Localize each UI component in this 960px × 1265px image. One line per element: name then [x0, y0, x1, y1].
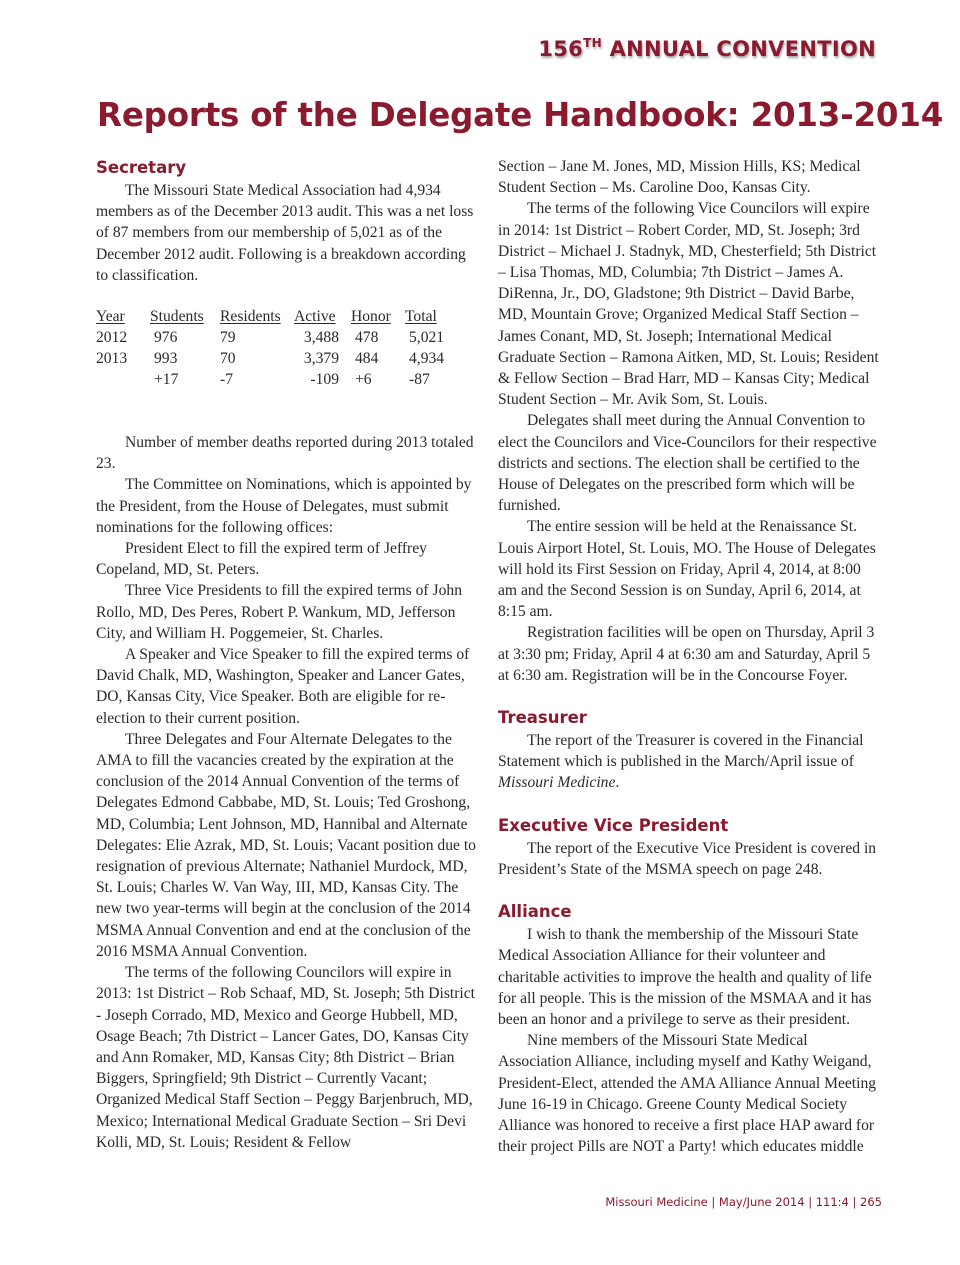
evp-text: The report of the Executive Vice President is covered in President’s State of the MSMA speech on page 248.	[498, 839, 877, 878]
alliance-paragraph: I wish to thank the membership of the Missouri State Medical Association Alliance for their volunteer and charitable activities to improve the health and quality of life for all people. This is the mission of the MSMAA and it has been an honor and a privilege to serve as their president.	[498, 926, 872, 1028]
secretary-intro: The Missouri State Medical Association had 4,934 members as of the December 2013 audit. This was a net loss of 87 members from our membership of 5,021 as of the December 2012 audit. Following is a breakdown according to classification.	[96, 182, 474, 284]
secretary-paragraph: Number of member deaths reported during 2013 totaled 23.	[96, 434, 474, 473]
table-cell: 484	[355, 350, 379, 368]
page-title: Reports of the Delegate Handbook: 2013-2014	[97, 96, 944, 134]
table-cell: -109	[310, 371, 339, 389]
table-cell: 976	[154, 329, 178, 347]
table-cell: -7	[220, 371, 233, 389]
secretary-paragraph: Three Delegates and Four Alternate Delegates to the AMA to fill the vacancies created by the expiration at the conclusion of the 2014 Annual Convention of the terms of Delegates Edmond Cabbabe, MD, St. Louis; Ted Groshong, MD, Columbia; Lent Johnson, MD, Hannibal and Alternate Delegates: Elie Azrak, MD, St. Louis; Vacant position due to resignation of previous Alternate; Nathaniel Murdock, MD, St. Louis; Charles W. Van Way, III, MD, Kansas City. The new two year-terms will begin at the conclusion of the 2014 MSMA Annual Convention and end at the conclusion of the 2016 MSMA Annual Convention.	[96, 730, 476, 960]
table-cell: 478	[355, 329, 379, 347]
alliance-heading: Alliance	[498, 902, 572, 922]
convention-suffix: TH	[583, 36, 602, 50]
table-cell: 993	[154, 350, 178, 368]
treasurer-heading: Treasurer	[498, 708, 587, 728]
left-column	[96, 156, 480, 1153]
running-head	[538, 36, 876, 61]
secretary-continued-paragraph: Registration facilities will be open on Thursday, April 3 at 3:30 pm; Friday, April 4 at 6:30 am and Saturday, April 5 at 6:30 am. Registration will be in the Concourse Foyer.	[498, 624, 875, 684]
table-cell: 2012	[96, 329, 128, 347]
secretary-paragraph: The terms of the following Councilors will expire in 2013: 1st District – Rob Schaaf, MD, St. Joseph; 5th District - Joseph Corrado, MD, Mexico and George Hubbell, MD, Osage Beach; 7th District – Lancer Gates, DO, Kansas City and Ann Romaker, MD, Kansas City; 8th District – Brian Biggers, Springfield; 9th District – Currently Vacant; Organized Medical Staff Section – Peggy Barjenbruch, MD, Mexico; International Medical Graduate Section – Sri Devi Kolli, MD, St. Louis; Resident & Fellow	[96, 964, 476, 1151]
table-cell: 4,934	[409, 350, 445, 368]
convention-number: 156	[538, 37, 584, 61]
col-header-residents: Residents	[220, 308, 281, 326]
table-header-row	[96, 306, 480, 327]
table-cell: 5,021	[409, 329, 445, 347]
secretary-continued-paragraph: The entire session will be held at the Renaissance St. Louis Airport Hotel, St. Louis, MO. The House of Delegates will hold its First Session on Friday, April 4, 2014, at 8:00 am and the Second Session is on Sunday, April 6, 2014, at 8:15 am.	[498, 518, 876, 621]
table-cell: 79	[220, 329, 236, 347]
table-row	[96, 327, 480, 348]
table-cell	[96, 369, 150, 390]
page-footer: Missouri Medicine | May/June 2014 | 111:4 | 265	[605, 1195, 882, 1209]
secretary-continued-paragraph: Delegates shall meet during the Annual Convention to elect the Councilors and Vice-Councilors for their respective districts and sections. The election shall be certified to the House of Delegates on the prescribed form which will be furnished.	[498, 412, 877, 515]
evp-heading: Executive Vice President	[498, 815, 729, 835]
membership-table	[96, 306, 480, 390]
table-cell: +17	[154, 371, 179, 389]
treasurer-text-end: .	[615, 774, 620, 792]
table-row	[96, 369, 480, 390]
table-cell: 70	[220, 350, 236, 368]
publication-title: Missouri Medicine	[498, 774, 616, 792]
col-header-students: Students	[150, 308, 204, 326]
col-header-honor: Honor	[351, 308, 391, 326]
convention-label: ANNUAL CONVENTION	[609, 37, 876, 61]
secretary-heading: Secretary	[96, 158, 187, 177]
col-header-active: Active	[294, 308, 336, 326]
treasurer-text-body: The report of the Treasurer is covered in the Financial Statement which is published in the March/April issue of	[498, 732, 864, 771]
col-header-total: Total	[405, 308, 437, 326]
secretary-continued-paragraph: The terms of the following Vice Councilors will expire in 2014: 1st District – Robert Corder, MD, St. Joseph; 3rd District – Michael J. Stadnyk, MD, Chesterfield; 5th District – Lisa Thomas, MD, Columbia; 7th District – James A. DiRenna, Jr., DO, Gladstone; 9th District – David Barbe, MD, Mountain Grove; Organized Medical Staff Section – James Conant, MD, St. Joseph; International Medical Graduate Section – Ramona Aitken, MD, St. Louis; Resident & Fellow Section – Brad Harr, MD – Kansas City; Medical Student Section – Mr. Avik Som, St. Louis.	[498, 200, 879, 409]
treasurer-text	[498, 730, 882, 794]
table-cell: 2013	[96, 350, 128, 368]
table-cell: 3,379	[303, 350, 339, 368]
table-cell: -87	[409, 371, 430, 389]
table-cell: 3,488	[303, 329, 339, 347]
secretary-paragraph: A Speaker and Vice Speaker to fill the expired terms of David Chalk, MD, Washington, Speaker and Lancer Gates, DO, Kansas City, Vice Speaker. Both are eligible for re-election to their current position.	[96, 646, 470, 727]
secretary-paragraph: Three Vice Presidents to fill the expired terms of John Rollo, MD, Des Peres, Robert P. Wankum, MD, Jefferson City, and William H. Poggemeier, St. Charles.	[96, 582, 462, 642]
secretary-paragraph: The Committee on Nominations, which is appointed by the President, from the House of Delegates, must submit nominations for the following offices:	[96, 476, 472, 536]
secretary-continued-paragraph: Section – Jane M. Jones, MD, Mission Hills, KS; Medical Student Section – Ms. Caroline Doo, Kansas City.	[498, 158, 861, 197]
secretary-paragraph: President Elect to fill the expired term of Jeffrey Copeland, MD, St. Peters.	[96, 540, 427, 579]
table-row	[96, 348, 480, 369]
alliance-paragraph: Nine members of the Missouri State Medical Association Alliance, including myself and Kathy Weigand, President-Elect, attended the AMA Alliance Annual Meeting June 16-19 in Chicago. Greene County Medical Society Alliance was honored to receive a first place HAP award for their project Pills are NOT a Party! which educates middle	[498, 1032, 877, 1156]
right-column	[498, 156, 882, 1157]
table-cell: +6	[355, 371, 372, 389]
col-header-year: Year	[96, 308, 125, 326]
